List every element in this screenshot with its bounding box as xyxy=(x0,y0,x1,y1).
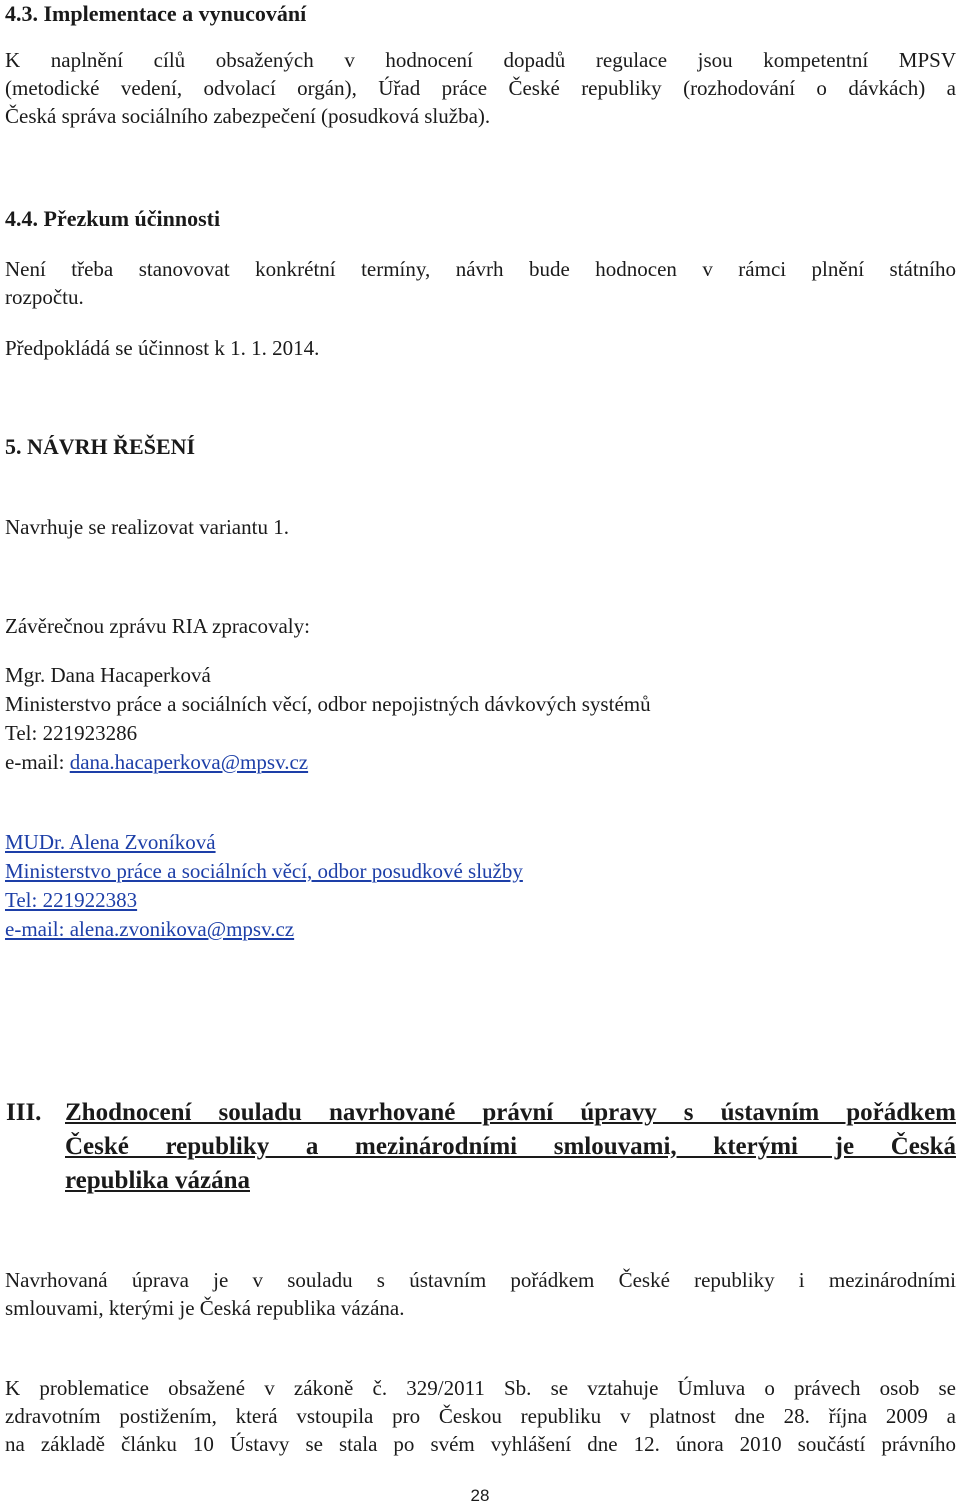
paragraph-line: K naplnění cílů obsažených v hodnocení dopadů regulace jsou kompetentní MPSV xyxy=(5,48,956,72)
paragraph-line: zdravotním postižením, která vstoupila pro Českou republiku v platnost dne 28. října 2009 a xyxy=(5,1404,956,1428)
section-III-paragraph-2 xyxy=(5,1374,956,1458)
effective-date-text: Předpokládá se účinnost k 1. 1. 2014. xyxy=(5,336,320,360)
author1-phone: Tel: 221923286 xyxy=(5,721,138,745)
author1-organization: Ministerstvo práce a sociálních věcí, odbor nepojistných dávkových systémů xyxy=(5,692,651,716)
section-III-paragraph-1 xyxy=(5,1266,956,1322)
author1-name: Mgr. Dana Hacaperková xyxy=(5,663,211,687)
section-4-4-heading: 4.4. Přezkum účinnosti xyxy=(5,206,221,231)
authors-intro: Závěrečnou zprávu RIA zpracovaly: xyxy=(5,614,310,638)
author2-organization[interactable]: Ministerstvo práce a sociálních věcí, odbor posudkové služby xyxy=(5,859,523,883)
author2-phone[interactable]: Tel: 221922383 xyxy=(5,888,138,912)
author1-email-line xyxy=(5,748,308,776)
section-III-heading-line: republika vázána xyxy=(65,1167,250,1194)
section-4-3-paragraph xyxy=(5,46,956,130)
paragraph-line: Není třeba stanovovat konkrétní termíny, návrh bude hodnocen v rámci plnění státního xyxy=(5,257,956,281)
section-5-heading: 5. NÁVRH ŘEŠENÍ xyxy=(5,434,196,459)
section-III-number: III. xyxy=(6,1099,42,1126)
author2-email-link[interactable]: e-mail: alena.zvonikova@mpsv.cz xyxy=(5,917,295,941)
paragraph-line: na základě článku 10 Ústavy se stala po svém vyhlášení dne 12. února 2010 součástí právního xyxy=(5,1432,956,1456)
paragraph-line: smlouvami, kterými je Česká republika vázána. xyxy=(5,1296,405,1320)
section-III-heading-line: České republiky a mezinárodními smlouvami, kterými je Česká xyxy=(65,1133,956,1160)
paragraph-line: Navrhovaná úprava je v souladu s ústavním pořádkem České republiky i mezinárodními xyxy=(5,1268,956,1292)
section-4-3-heading: 4.3. Implementace a vynucování xyxy=(5,1,307,26)
paragraph-line: Česká správa sociálního zabezpečení (posudková služba). xyxy=(5,104,491,128)
author1-email-link[interactable]: dana.hacaperkova@mpsv.cz xyxy=(69,750,309,774)
paragraph-line: K problematice obsažené v zákoně č. 329/2011 Sb. se vztahuje Úmluva o právech osob se xyxy=(5,1376,956,1400)
section-III-heading-line: Zhodnocení souladu navrhované právní úpravy s ústavním pořádkem xyxy=(65,1099,956,1126)
page-number: 28 xyxy=(470,1486,490,1505)
section-4-4-paragraph xyxy=(5,255,956,311)
paragraph-line: rozpočtu. xyxy=(5,285,84,309)
paragraph-line: (metodické vedení, odvolací orgán), Úřad práce České republiky (rozhodování o dávkách) a xyxy=(5,76,956,100)
email-label: e-mail: xyxy=(5,750,70,774)
author2-name[interactable]: MUDr. Alena Zvoníková xyxy=(5,830,216,854)
section-5-text: Navrhuje se realizovat variantu 1. xyxy=(5,515,289,539)
